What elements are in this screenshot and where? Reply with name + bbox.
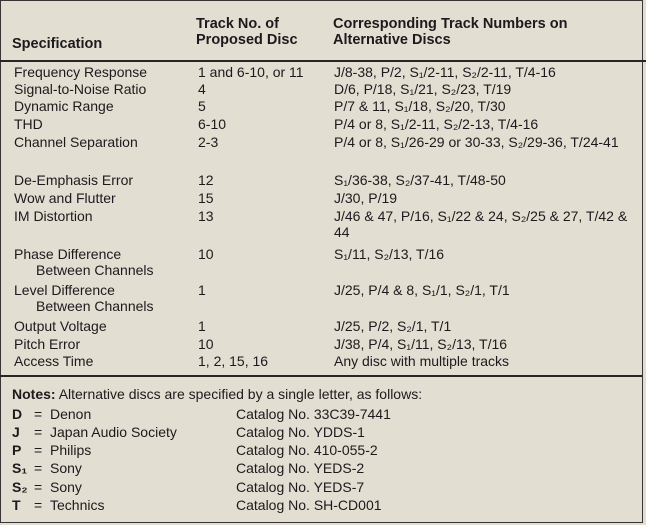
row-alt: D/6, P/18, S₁/21, S₂/23, T/19: [334, 81, 512, 97]
row-alt: P/7 & 11, S₁/18, S₂/20, T/30: [334, 98, 506, 114]
row-alt: S₁/36-38, S₂/37-41, T/48-50: [334, 172, 506, 188]
row-spec: De-Emphasis Error: [14, 172, 134, 188]
legend-eq: =: [34, 479, 43, 495]
row-alt: Any disc with multiple tracks: [334, 353, 510, 369]
notes-divider: [0, 375, 643, 377]
table-header: [0, 0, 646, 62]
row-alt: J/38, P/4, S₁/11, S₂/13, T/16: [334, 336, 508, 352]
legend-name: Technics: [50, 497, 105, 513]
row-track: 1: [198, 282, 206, 298]
row-track: 12: [198, 172, 214, 188]
header-track-no: Track No. of Proposed Disc: [196, 16, 298, 48]
row-spec: IM Distortion: [14, 208, 93, 224]
legend-name: Philips: [50, 442, 92, 458]
row-alt: J/25, P/4 & 8, S₁/1, S₂/1, T/1: [334, 282, 510, 298]
legend-catalog: Catalog No. YEDS-2: [236, 460, 365, 476]
legend-name: Sony: [50, 460, 82, 476]
legend-eq: =: [34, 442, 43, 458]
row-track: 1: [198, 318, 206, 334]
row-track: 1 and 6-10, or 11: [198, 64, 304, 80]
row-alt: J/30, P/19: [334, 190, 398, 206]
row-alt: S₁/11, S₂/13, T/16: [334, 246, 445, 262]
legend-key: S₁: [12, 460, 28, 476]
row-spec: Pitch Error: [14, 336, 81, 352]
legend-key: D: [12, 406, 23, 422]
legend-name: Denon: [50, 406, 92, 422]
row-track: 10: [198, 246, 214, 262]
legend-catalog: Catalog No. 33C39-7441: [236, 406, 391, 422]
row-alt: P/4 or 8, S₁/2-11, S₂/2-13, T/4-16: [334, 116, 539, 132]
row-spec: [14, 246, 194, 278]
legend-catalog: Catalog No. 410-055-2: [236, 442, 378, 458]
row-spec: Wow and Flutter: [14, 190, 116, 206]
row-spec: THD: [14, 116, 43, 132]
legend-key: T: [12, 497, 21, 513]
row-track: 2-3: [198, 134, 219, 150]
row-alt: J/8-38, P/2, S₁/2-11, S₂/2-11, T/4-16: [334, 64, 556, 80]
row-alt: P/4 or 8, S₁/26-29 or 30-33, S₂/29-36, T/24-41: [334, 134, 619, 150]
row-spec: [14, 282, 194, 314]
notes-text: [12, 386, 632, 402]
row-track: 10: [198, 336, 214, 352]
row-spec: Channel Separation: [14, 134, 138, 150]
legend-key: S₂: [12, 479, 28, 495]
row-spec: Output Voltage: [14, 318, 107, 334]
legend-catalog: Catalog No. YEDS-7: [236, 479, 365, 495]
row-spec-line1: Phase Difference: [14, 246, 122, 262]
row-track: 5: [198, 98, 206, 114]
row-spec: Signal-to-Noise Ratio: [14, 81, 147, 97]
notes-label: Notes:: [12, 386, 56, 402]
row-spec: Dynamic Range: [14, 98, 114, 114]
legend-eq: =: [34, 497, 43, 513]
header-corresponding: Corresponding Track Numbers on Alternative Discs: [333, 16, 568, 48]
row-alt: J/25, P/2, S₂/1, T/1: [334, 318, 452, 334]
row-spec-line2: Between Channels: [36, 262, 154, 279]
legend-catalog: Catalog No. YDDS-1: [236, 424, 365, 440]
legend-key: J: [12, 424, 20, 440]
row-track: 6-10: [198, 116, 227, 132]
notes-body: Alternative discs are specified by a single letter, as follows:: [58, 386, 423, 402]
row-track: 15: [198, 190, 214, 206]
legend-name: Sony: [50, 479, 82, 495]
row-spec-line1: Level Difference: [14, 282, 115, 298]
legend-eq: =: [34, 460, 43, 476]
row-spec: Frequency Response: [14, 64, 148, 80]
legend-eq: =: [34, 424, 43, 440]
row-spec-line2: Between Channels: [36, 298, 154, 315]
legend-eq: =: [34, 406, 43, 422]
header-specification: Specification: [12, 36, 103, 52]
row-track: 13: [198, 208, 214, 224]
legend-name: Japan Audio Society: [50, 424, 177, 440]
row-spec: Access Time: [14, 353, 94, 369]
row-track: 4: [198, 81, 206, 97]
row-track: 1, 2, 15, 16: [198, 353, 269, 369]
legend-key: P: [12, 442, 22, 458]
row-alt: J/46 & 47, P/16, S₁/22 & 24, S₂/25 & 27, T/42 & 44: [334, 208, 628, 241]
legend-catalog: Catalog No. SH-CD001: [236, 497, 382, 513]
